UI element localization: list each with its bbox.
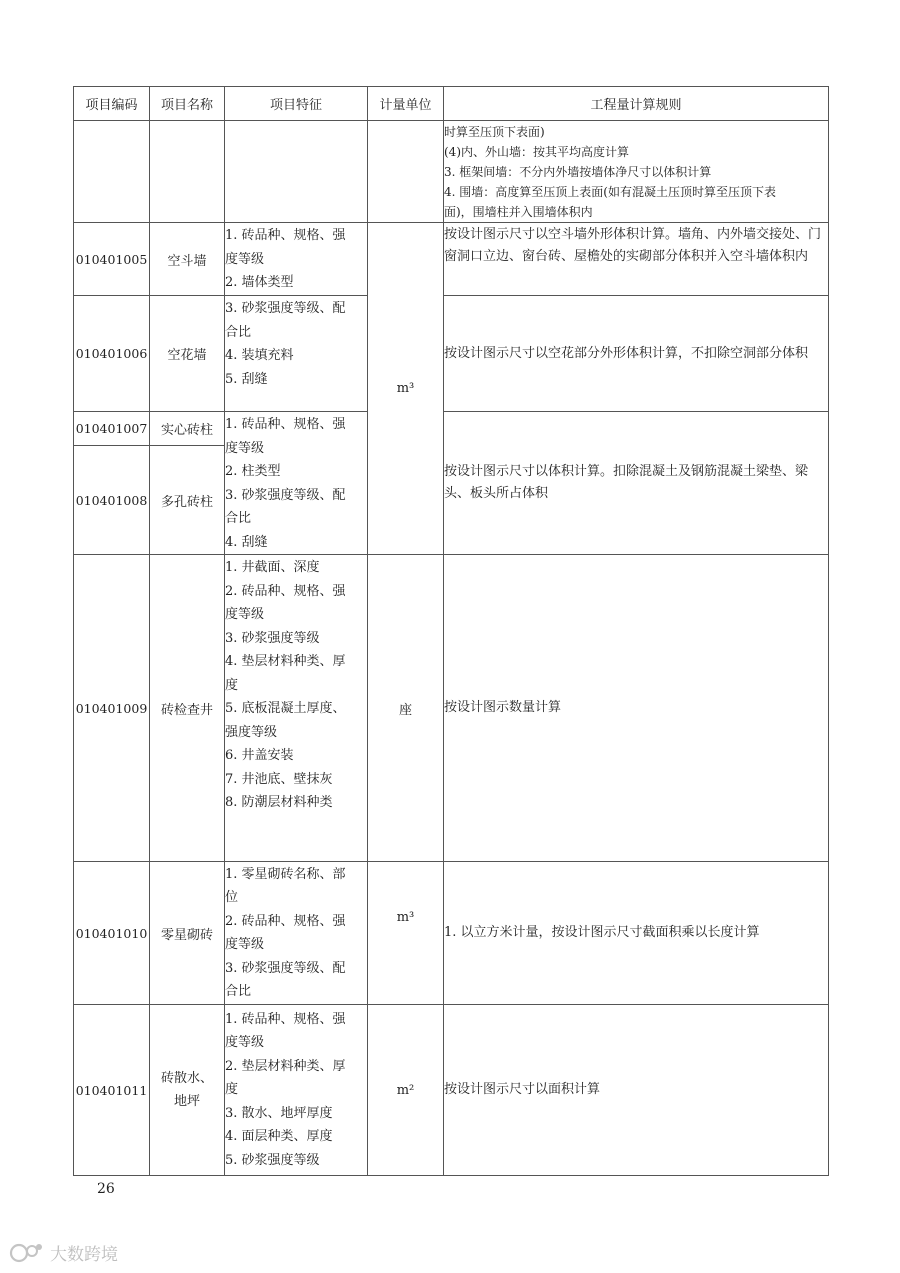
- watermark: [8, 1240, 118, 1265]
- item-features: [225, 412, 368, 555]
- rule-line: 面)，围墙柱并入围墙体积内: [444, 205, 593, 219]
- feature-line: 4. 装填充料: [225, 348, 294, 363]
- cell-empty: [74, 121, 150, 223]
- item-name: 零星砌砖: [150, 862, 225, 1005]
- feature-line: 2. 柱类型: [225, 464, 281, 479]
- item-name: 空花墙: [150, 296, 225, 412]
- item-name: 实心砖柱: [150, 412, 225, 446]
- table-row: [74, 555, 829, 862]
- header-item-code: 项目编码: [74, 87, 150, 121]
- feature-line: 5. 砂浆强度等级: [225, 1152, 320, 1168]
- item-code: 010401009: [74, 555, 150, 862]
- item-unit: 座: [368, 555, 444, 862]
- feature-line: 1. 砖品种、规格、强: [225, 417, 346, 432]
- item-features: [225, 1005, 368, 1176]
- item-unit: m³: [368, 862, 444, 1005]
- item-code: 010401010: [74, 862, 150, 1005]
- header-calculation-rule: 工程量计算规则: [444, 87, 829, 121]
- feature-line: 强度等级: [225, 724, 278, 740]
- feature-line: 2. 砖品种、规格、强: [225, 583, 346, 599]
- rule-text: 按设计图示尺寸以空斗墙外形体积计算。墙角、内外墙交接处、门窗洞口立边、窗台砖、屋檐处的实砌部分体积并入空斗墙体积内: [444, 227, 822, 264]
- feature-line: 1. 砖品种、规格、强: [225, 228, 346, 243]
- feature-line: 合比: [225, 511, 252, 526]
- item-rule: [444, 412, 829, 555]
- feature-line: 度等级: [225, 607, 265, 622]
- item-name-line: 地坪: [173, 1094, 200, 1109]
- item-code: 010401008: [74, 446, 150, 555]
- table-row-continuation: [74, 121, 829, 223]
- item-name: [150, 1005, 225, 1176]
- table-row: [74, 1005, 829, 1176]
- feature-line: 度: [225, 1082, 239, 1098]
- feature-line: 2. 砖品种、规格、强: [225, 913, 346, 929]
- item-name-line: 砖散水、: [160, 1070, 213, 1086]
- header-item-features: 项目特征: [225, 87, 368, 121]
- item-features: [225, 296, 368, 412]
- page-number: 26: [97, 1181, 115, 1197]
- watermark-text: 大数跨境: [50, 1245, 118, 1265]
- table-row: [74, 223, 829, 296]
- feature-line: 4. 刮缝: [225, 534, 268, 550]
- table-row: [74, 862, 829, 1005]
- feature-line: 度等级: [225, 440, 265, 456]
- rule-line: (4)内、外山墙：按其平均高度计算: [444, 145, 629, 159]
- item-name: 多孔砖柱: [150, 446, 225, 555]
- feature-line: 8. 防潮层材料种类: [225, 795, 333, 810]
- feature-line: 6. 井盖安装: [225, 748, 294, 763]
- feature-line: 3. 砂浆强度等级、配: [225, 301, 346, 316]
- rule-text: 按设计图示尺寸以空花部分外形体积计算，不扣除空洞部分体积: [444, 345, 809, 361]
- rule-continuation-cell: [444, 121, 829, 223]
- item-unit: m³: [368, 223, 444, 555]
- table-header-row: [74, 87, 829, 121]
- item-code: 010401007: [74, 412, 150, 446]
- feature-line: 2. 墙体类型: [225, 275, 294, 290]
- feature-line: 5. 底板混凝土厚度、: [225, 701, 346, 716]
- watermark-logo-icon: [8, 1241, 44, 1265]
- item-rule: [444, 555, 829, 862]
- feature-line: 4. 面层种类、厚度: [225, 1129, 333, 1145]
- item-rule: [444, 296, 829, 412]
- feature-line: 2. 垫层材料种类、厚: [225, 1058, 346, 1074]
- rule-text: 按设计图示尺寸以体积计算。扣除混凝土及钢筋混凝土梁垫、梁头、板头所占体积: [444, 464, 809, 501]
- cell-empty: [225, 121, 368, 223]
- cell-empty: [368, 121, 444, 223]
- cell-empty: [150, 121, 225, 223]
- feature-line: 1. 井截面、深度: [225, 560, 320, 575]
- item-rule: [444, 862, 829, 1005]
- feature-line: 1. 零星砌砖名称、部: [225, 866, 346, 882]
- feature-line: 3. 砂浆强度等级: [225, 630, 320, 646]
- header-unit: 计量单位: [368, 87, 444, 121]
- item-code: 010401005: [74, 223, 150, 296]
- item-code: 010401006: [74, 296, 150, 412]
- table-row: [74, 412, 829, 446]
- feature-line: 7. 井池底、壁抹灰: [225, 771, 333, 787]
- feature-line: 度等级: [225, 1035, 265, 1051]
- feature-line: 合比: [225, 324, 252, 340]
- feature-line: 合比: [225, 984, 252, 999]
- rule-text: 1. 以立方米计量，按设计图示尺寸截面积乘以长度计算: [444, 925, 760, 940]
- item-features: [225, 555, 368, 862]
- rule-text: 按设计图示尺寸以面积计算: [444, 1082, 601, 1097]
- table-row: [74, 296, 829, 412]
- feature-line: 4. 垫层材料种类、厚: [225, 654, 346, 669]
- feature-line: 3. 砂浆强度等级、配: [225, 487, 346, 503]
- bill-of-quantities-table: [73, 86, 829, 1176]
- item-rule: [444, 1005, 829, 1176]
- item-name: 空斗墙: [150, 223, 225, 296]
- header-item-name: 项目名称: [150, 87, 225, 121]
- rule-line: 时算至压顶下表面): [444, 125, 545, 139]
- rule-line: 3. 框架间墙：不分内外墙按墙体净尺寸以体积计算: [444, 165, 712, 179]
- item-features: [225, 223, 368, 296]
- feature-line: 3. 散水、地坪厚度: [225, 1105, 333, 1121]
- rule-text: 按设计图示数量计算: [444, 700, 562, 715]
- feature-line: 5. 刮缝: [225, 371, 268, 387]
- item-code: 010401011: [74, 1005, 150, 1176]
- feature-line: 度等级: [225, 251, 265, 267]
- rule-line: 4. 围墙：高度算至压顶上表面(如有混凝土压顶时算至压顶下表: [444, 185, 776, 199]
- feature-line: 度等级: [225, 937, 265, 952]
- feature-line: 3. 砂浆强度等级、配: [225, 960, 346, 976]
- feature-line: 度: [225, 677, 239, 693]
- feature-line: 1. 砖品种、规格、强: [225, 1011, 346, 1027]
- feature-line: 位: [225, 890, 239, 905]
- item-unit: m²: [368, 1005, 444, 1176]
- item-name: 砖检查井: [150, 555, 225, 862]
- item-features: [225, 862, 368, 1005]
- item-rule: [444, 223, 829, 296]
